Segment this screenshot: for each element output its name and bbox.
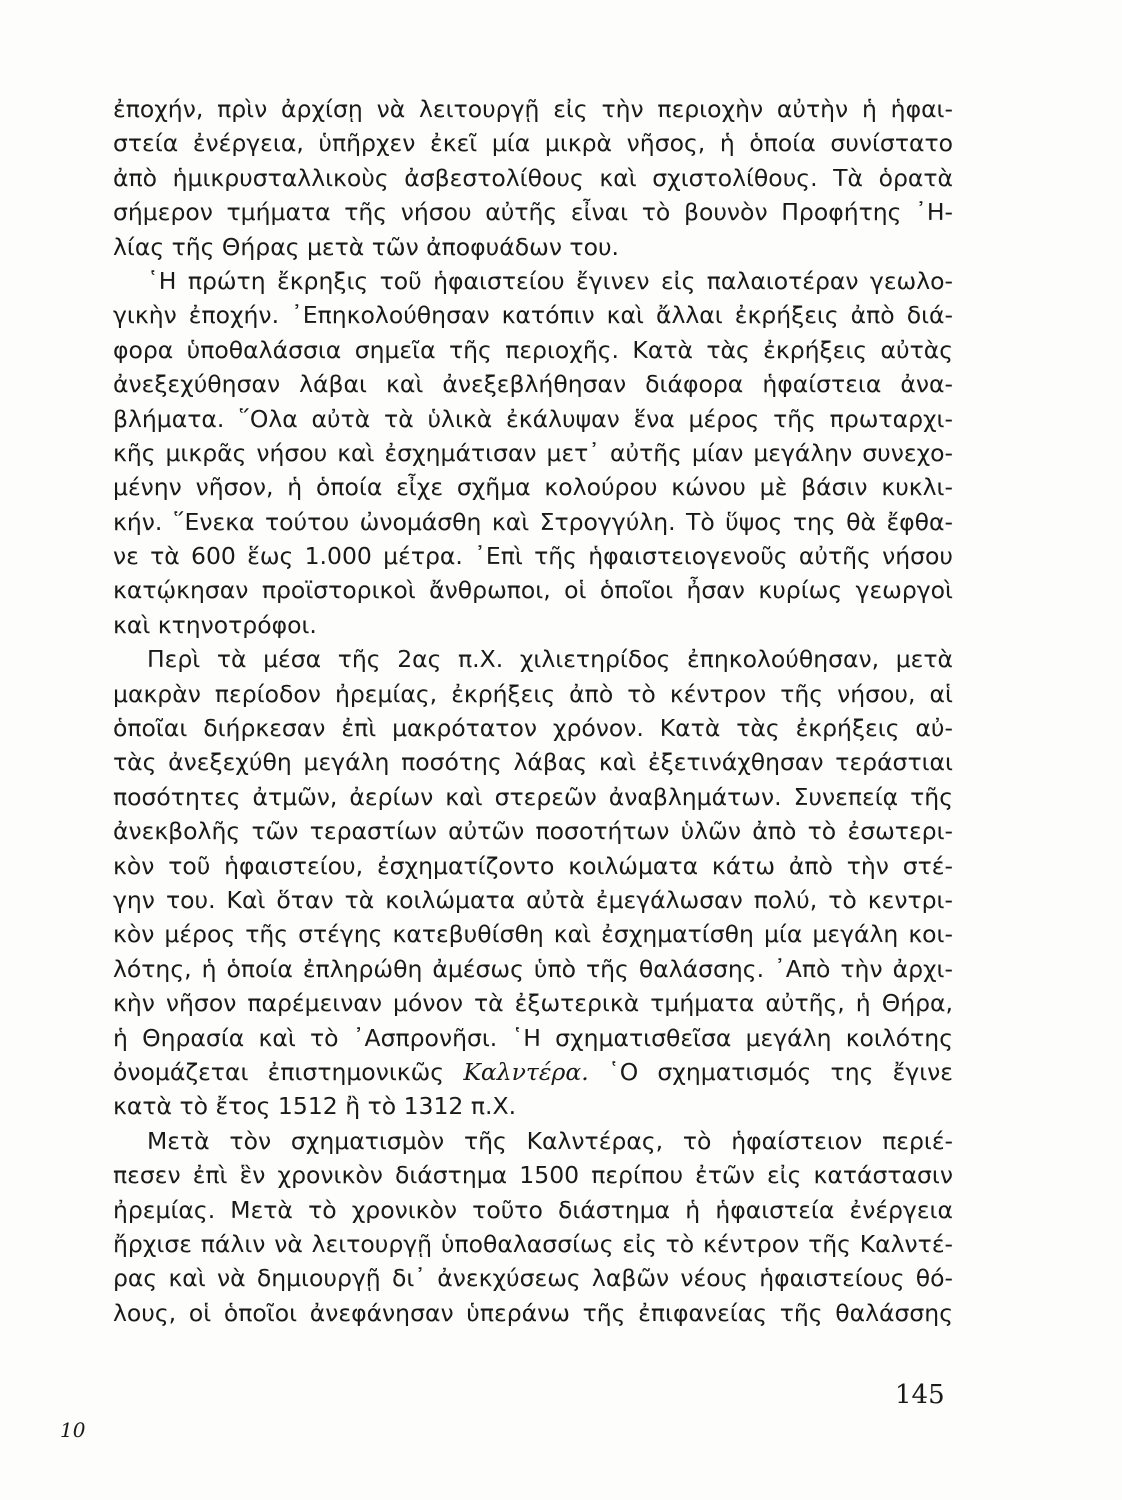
paragraph-start-line: Περὶ τὰ μέσα τῆς 2ας π.Χ. χιλιετηρίδος ἐπηκολούθησαν, μετὰ: [147, 645, 953, 674]
text-line: ρας καὶ νὰ δημιουργῇ δι᾿ ἀνεκχύσεως λαβῶν νέους ἡφαιστείους θό-: [113, 1264, 953, 1293]
text-line: ἤρχισε πάλιν νὰ λειτουργῇ ὑποθαλασσίως εἰς τὸ κέντρον τῆς Καλντέ-: [113, 1229, 953, 1258]
text-line: ἠρεμίας. Μετὰ τὸ χρονικὸν τοῦτο διάστημα ἡ ἡφαιστεία ἐνέργεια: [113, 1195, 953, 1224]
text-line: ὁποῖαι διήρκεσαν ἐπὶ μακρότατον χρόνον. Κατὰ τὰς ἐκρήξεις αὐ-: [113, 714, 953, 743]
text-line: λίας τῆς Θήρας μετὰ τῶν ἀποφυάδων του.: [113, 232, 620, 261]
text-line: μένην νῆσον, ἡ ὁποία εἶχε σχῆμα κολούρου κώνου μὲ βάσιν κυκλι-: [113, 473, 953, 502]
text-line: καὶ κτηνοτρόφοι.: [113, 610, 317, 639]
text-line: κατῴκησαν προϊστορικοὶ ἄνθρωποι, οἱ ὁποῖοι ἦσαν κυρίως γεωργοὶ: [113, 576, 953, 605]
paragraph-start-line: Μετὰ τὸν σχηματισμὸν τῆς Καλντέρας, τὸ ἡφαίστειον περιέ-: [147, 1126, 953, 1155]
text-line: μακρὰν περίοδον ἠρεμίας, ἐκρήξεις ἀπὸ τὸ κέντρον τῆς νήσου, αἱ: [113, 679, 953, 708]
text-line: λότης, ἡ ὁποία ἐπληρώθη ἀμέσως ὑπὸ τῆς θαλάσσης. ᾿Απὸ τὴν ἀρχι-: [113, 954, 953, 983]
text-line: κήν. ῞Ενεκα τούτου ὠνομάσθη καὶ Στρογγύλη. Τὸ ὕψος της θὰ ἔφθα-: [113, 507, 953, 536]
italic-term: Καλντέρα.: [463, 1057, 589, 1086]
text-line: ἡ Θηρασία καὶ τὸ ᾿Ασπρονῆσι. ῾Η σχηματισθεῖσα μεγάλη κοιλότης: [113, 1023, 953, 1052]
paragraph-start-line: ῾Η πρώτη ἔκρηξις τοῦ ἡφαιστείου ἔγινεν εἰς παλαιοτέραν γεωλο-: [147, 266, 953, 295]
text-line: φορα ὑποθαλάσσια σημεῖα τῆς περιοχῆς. Κατὰ τὰς ἐκρήξεις αὐτὰς: [113, 335, 953, 364]
text-line: ἀνεκβολῆς τῶν τεραστίων αὐτῶν ποσοτήτων ὑλῶν ἀπὸ τὸ ἐσωτερι-: [113, 817, 953, 846]
text-line: ποσότητες ἀτμῶν, ἀερίων καὶ στερεῶν ἀναβλημάτων. Συνεπείᾳ τῆς: [113, 782, 953, 811]
page-number: 145: [895, 1380, 945, 1410]
text-line: κὸν μέρος τῆς στέγης κατεβυθίσθη καὶ ἐσχηματίσθη μία μεγάλη κοι-: [113, 920, 953, 949]
text-segment: ῾Ο σχηματισμός της ἔγινε: [607, 1057, 953, 1086]
text-line: βλήματα. ῞Ολα αὐτὰ τὰ ὑλικὰ ἐκάλυψαν ἕνα μέρος τῆς πρωταρχι-: [113, 404, 953, 433]
text-line: κῆς μικρᾶς νήσου καὶ ἐσχημάτισαν μετ᾿ αὐτῆς μίαν μεγάλην συνεχο-: [113, 438, 953, 467]
text-line: νε τὰ 600 ἕως 1.000 μέτρα. ᾿Επὶ τῆς ἡφαιστειογενοῦς αὐτῆς νήσου: [113, 542, 953, 571]
text-line: πεσεν ἐπὶ ἓν χρονικὸν διάστημα 1500 περίπου ἐτῶν εἰς κατάστασιν: [113, 1161, 953, 1190]
text-line: λους, οἱ ὁποῖοι ἀνεφάνησαν ὑπεράνω τῆς ἐπιφανείας τῆς θαλάσσης: [113, 1298, 953, 1327]
text-line: κατὰ τὸ ἔτος 1512 ἢ τὸ 1312 π.Χ.: [113, 1092, 517, 1121]
text-line: [113, 1055, 953, 1089]
text-line: ἀνεξεχύθησαν λάβαι καὶ ἀνεξεβλήθησαν διάφορα ἡφαίστεια ἀνα-: [113, 370, 953, 399]
text-line: στεία ἐνέργεια, ὑπῆρχεν ἐκεῖ μία μικρὰ νῆσος, ἡ ὁποία συνίστατο: [113, 129, 953, 158]
text-line: τὰς ἀνεξεχύθη μεγάλη ποσότης λάβας καὶ ἐξετινάχθησαν τεράστιαι: [113, 748, 953, 777]
text-line: ἀπὸ ἡμικρυσταλλικοὺς ἀσβεστολίθους καὶ σχιστολίθους. Τὰ ὁρατὰ: [113, 163, 953, 192]
signature-mark: 10: [60, 1418, 86, 1442]
body-text: [113, 92, 953, 1330]
text-line: γην του. Καὶ ὅταν τὰ κοιλώματα αὐτὰ ἐμεγάλωσαν πολύ, τὸ κεντρι-: [113, 885, 953, 914]
text-segment: ὀνομάζεται ἐπιστημονικῶς: [113, 1057, 445, 1086]
text-line: κὴν νῆσον παρέμειναν μόνον τὰ ἐξωτερικὰ τμήματα αὐτῆς, ἡ Θήρα,: [113, 989, 953, 1018]
text-line: γικὴν ἐποχήν. ᾿Επηκολούθησαν κατόπιν καὶ ἄλλαι ἐκρήξεις ἀπὸ διά-: [113, 301, 953, 330]
text-line: κὸν τοῦ ἡφαιστείου, ἐσχηματίζοντο κοιλώματα κάτω ἀπὸ τὴν στέ-: [113, 851, 953, 880]
text-line: ἐποχήν, πρὶν ἀρχίσῃ νὰ λειτουργῇ εἰς τὴν περιοχὴν αὐτὴν ἡ ἡφαι-: [113, 95, 953, 123]
text-line: σήμερον τμήματα τῆς νήσου αὐτῆς εἶναι τὸ βουνὸν Προφήτης ᾿Η-: [113, 198, 953, 227]
